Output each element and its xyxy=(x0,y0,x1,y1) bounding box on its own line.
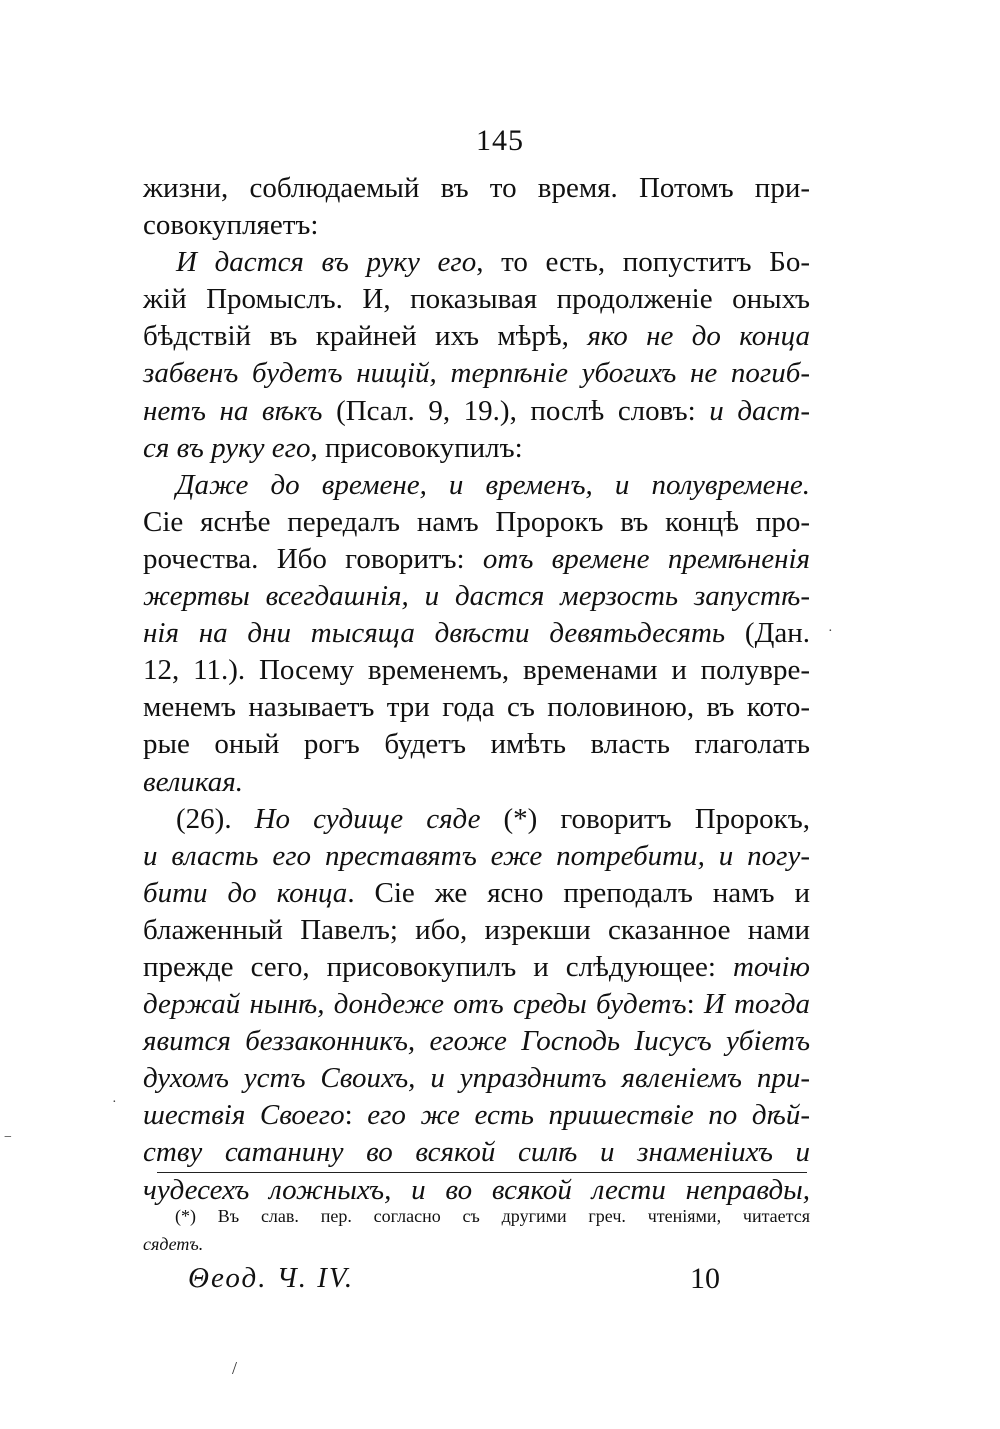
text-segment: жизни, соблюдаемый въ то время. Потомъ при- xyxy=(143,172,810,204)
text-line xyxy=(143,949,810,986)
italic-text-segment: жертвы всегдашнія, и дастся мерзость запустѣ- xyxy=(143,580,810,613)
text-line xyxy=(143,615,810,652)
text-line xyxy=(143,467,810,504)
italic-text-segment: явится беззаконникъ, егоже Господь Іисусъ убіетъ xyxy=(143,1025,810,1058)
text-line xyxy=(143,430,810,467)
text-segment: Сіе яснѣе передалъ намъ Пророкъ въ концѣ про- xyxy=(143,505,810,538)
text-line xyxy=(143,355,810,392)
text-segment: рые оный рогъ будетъ имѣть власть глаголать xyxy=(143,728,810,761)
text-segment: (*) говоритъ Пророкъ, xyxy=(480,802,810,835)
text-segment: жій Промыслъ. И, показывая продолженіе оныхъ xyxy=(143,283,810,316)
text-segment: совокупляетъ: xyxy=(143,209,319,242)
text-line xyxy=(143,912,810,949)
text-line xyxy=(143,726,810,763)
margin-speck: · xyxy=(828,624,833,639)
text-line xyxy=(143,875,810,912)
text-line xyxy=(143,393,810,430)
text-line xyxy=(143,207,810,244)
text-line xyxy=(143,652,810,689)
text-segment: блаженный Павелъ; ибо, изрекши сказанное нами xyxy=(143,913,810,946)
italic-text-segment: шествія Своего xyxy=(143,1099,345,1132)
italic-text-segment: бити до конца xyxy=(143,876,348,909)
italic-text-segment: его же есть пришествіе по дѣй- xyxy=(367,1099,810,1132)
italic-text-segment: чудесехъ ложныхъ, и во всякой лести неправды, xyxy=(143,1173,810,1206)
text-segment: менемъ называетъ три года съ половиною, въ кото- xyxy=(143,691,810,724)
text-line xyxy=(143,1134,810,1171)
text-segment: , присовокупилъ: xyxy=(310,431,523,464)
italic-text-segment: И тогда xyxy=(703,988,810,1021)
italic-text-segment: и власть его преставятъ еже потребити, и погу- xyxy=(143,839,810,872)
italic-text-segment: забвенъ будетъ нищій, терпѣніе убогихъ не погиб- xyxy=(143,357,810,390)
text-line xyxy=(143,541,810,578)
body-text xyxy=(143,170,810,1209)
text-segment: : xyxy=(344,1099,368,1132)
text-line xyxy=(143,318,810,355)
margin-speck: − xyxy=(4,1130,12,1145)
text-line xyxy=(143,578,810,615)
margin-speck: · xyxy=(112,1095,117,1110)
italic-text-segment: отъ времене премѣненія xyxy=(482,542,810,575)
text-line xyxy=(143,504,810,541)
text-segment: рочества. Ибо говоритъ: xyxy=(143,542,483,575)
text-segment: (26). xyxy=(176,802,255,835)
text-line xyxy=(143,1060,810,1097)
italic-text-segment: ся въ руку его xyxy=(143,431,311,464)
text-segment: (Псал. 9, 19.), послѣ словъ: xyxy=(322,394,710,427)
footnote-rule xyxy=(157,1172,807,1173)
text-line xyxy=(143,801,810,838)
signature-mark: Θеод. Ч. IV. xyxy=(188,1262,355,1294)
text-segment: : xyxy=(686,988,704,1021)
footnote-line: (*) Въ слав. пер. согласно съ другими греч. чтеніями, читается xyxy=(175,1206,810,1226)
italic-text-segment: точію xyxy=(732,950,810,983)
text-segment: 12, 11.). Посему временемъ, временами и полувре- xyxy=(143,654,810,687)
text-line xyxy=(143,244,810,281)
italic-text-segment: и даст- xyxy=(709,394,810,427)
italic-text-segment: духомъ устъ Своихъ, и упразднитъ явленіемъ при- xyxy=(143,1062,810,1095)
text-segment: бѣдствій въ крайней ихъ мѣрѣ, xyxy=(143,320,588,353)
text-segment: прежде сего, присовокупилъ и слѣдующее: xyxy=(143,950,733,983)
text-line xyxy=(143,1097,810,1134)
text-segment: . Сіе же ясно преподалъ намъ и xyxy=(347,876,810,909)
italic-text-segment: нетъ на вѣкъ xyxy=(143,394,323,427)
text-segment: , то есть, попуститъ Бо- xyxy=(476,246,810,279)
text-line xyxy=(143,170,810,207)
italic-text-segment: Но судище сяде xyxy=(254,802,481,835)
sheet-number: 10 xyxy=(690,1262,720,1295)
text-line xyxy=(143,986,810,1023)
italic-text-segment: великая. xyxy=(143,765,243,798)
page-number: 145 xyxy=(476,124,524,157)
text-line xyxy=(143,281,810,318)
text-line xyxy=(143,838,810,875)
italic-text-segment: Даже до времене, и временъ, и полувремене. xyxy=(176,468,810,501)
text-line xyxy=(143,1023,810,1060)
text-line xyxy=(143,764,810,801)
text-segment: (Дан. xyxy=(725,617,810,650)
italic-text-segment: нія на дни тысяща двѣсти девятьдесять xyxy=(143,617,726,650)
italic-text-segment: яко не до конца xyxy=(587,320,811,353)
footnote-line: сядетъ. xyxy=(143,1234,204,1254)
italic-text-segment: ству сатанину во всякой силѣ и знаменіихъ и xyxy=(143,1136,810,1169)
text-line xyxy=(143,689,810,726)
italic-text-segment: держай нынѣ, дондеже отъ среды будетъ xyxy=(143,988,687,1021)
margin-speck: / xyxy=(232,1358,238,1378)
italic-text-segment: И дастся въ руку его xyxy=(176,246,477,279)
footnote xyxy=(143,1202,810,1258)
